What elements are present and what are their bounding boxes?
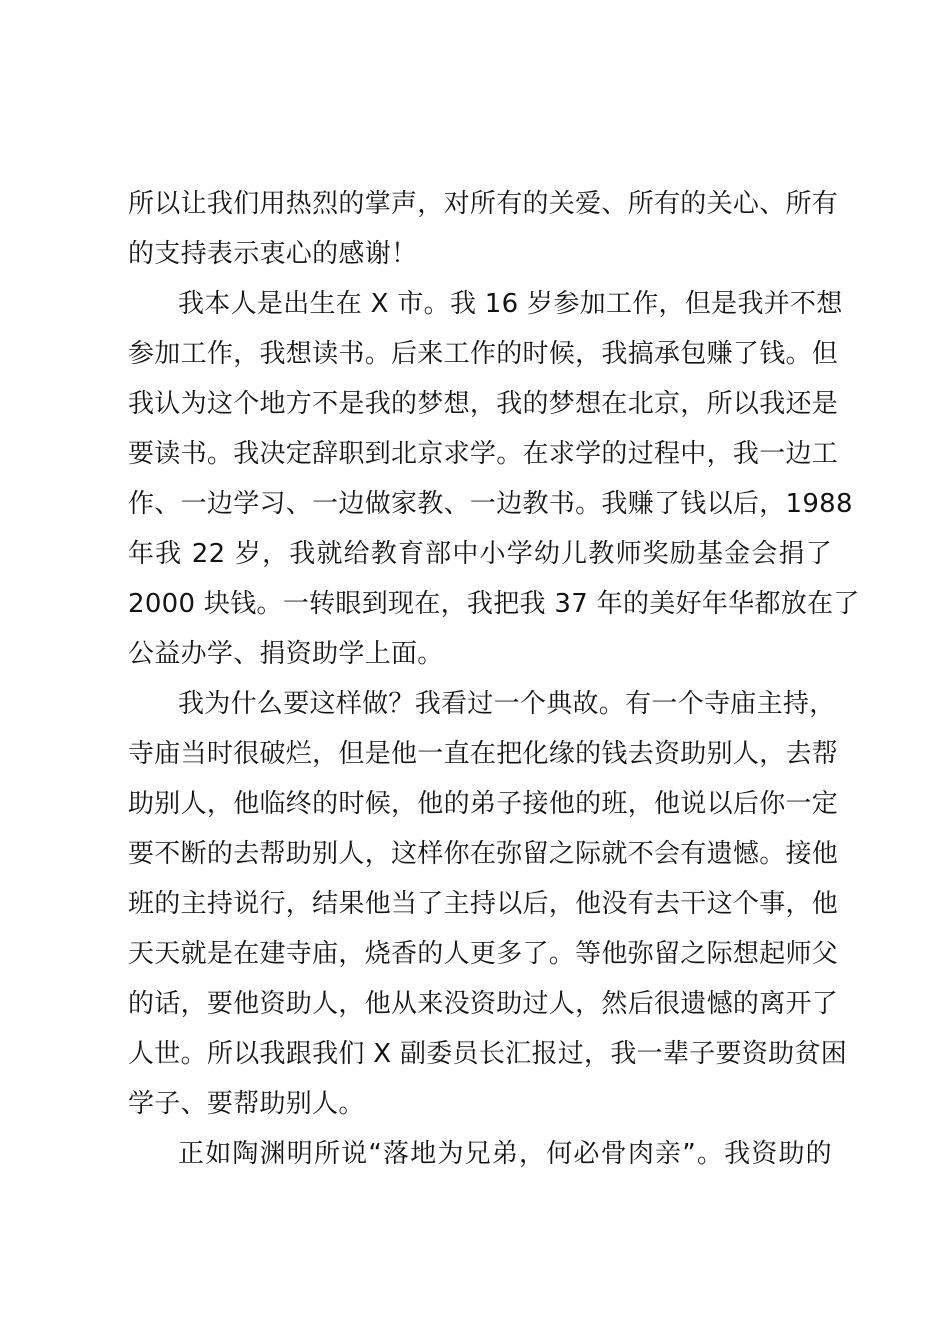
text-line: 天天就是在建寺庙，烧香的人更多了。等他弥留之际想起师父 <box>128 939 839 969</box>
text-line: 的话，要他资助人，他从来没资助过人，然后很遗憾的离开了 <box>128 989 839 1019</box>
text-line: 班的主持说行，结果他当了主持以后，他没有去干这个事，他 <box>128 889 839 919</box>
text-line: 参加工作，我想读书。后来工作的时候，我搞承包赚了钱。但 <box>128 339 839 369</box>
text-line: 公益办学、捐资助学上面。 <box>128 639 444 669</box>
text-line: 2000 块钱。一转眼到现在，我把我 37 年的美好年华都放在了 <box>128 589 860 619</box>
text-line: 寺庙当时很破烂，但是他一直在把化缘的钱去资助别人，去帮 <box>128 739 839 769</box>
paragraph-first-line: 我为什么要这样做？我看过一个典故。有一个寺庙主持， <box>178 689 836 719</box>
text-line: 所以让我们用热烈的掌声，对所有的关爱、所有的关心、所有 <box>128 189 839 219</box>
text-line: 助别人，他临终的时候，他的弟子接他的班，他说以后你一定 <box>128 789 839 819</box>
paragraph-first-line: 正如陶渊明所说“落地为兄弟，何必骨肉亲”。我资助的 <box>178 1139 832 1169</box>
text-line: 的支持表示衷心的感谢！ <box>128 239 418 269</box>
text-line: 年我 22 岁，我就给教育部中小学幼儿教师奖励基金会捐了 <box>128 539 832 569</box>
text-line: 学子、要帮助别人。 <box>128 1089 365 1119</box>
text-line: 要不断的去帮助别人，这样你在弥留之际就不会有遗憾。接他 <box>128 839 839 869</box>
text-line: 人世。所以我跟我们 X 副委员长汇报过，我一辈子要资助贫困 <box>128 1039 848 1069</box>
text-line: 我认为这个地方不是我的梦想，我的梦想在北京，所以我还是 <box>128 389 839 419</box>
text-line: 作、一边学习、一边做家教、一边教书。我赚了钱以后，1988 <box>128 489 853 519</box>
text-line: 要读书。我决定辞职到北京求学。在求学的过程中，我一边工 <box>128 439 839 469</box>
paragraph-first-line: 我本人是出生在 X 市。我 16 岁参加工作，但是我并不想 <box>178 289 843 319</box>
